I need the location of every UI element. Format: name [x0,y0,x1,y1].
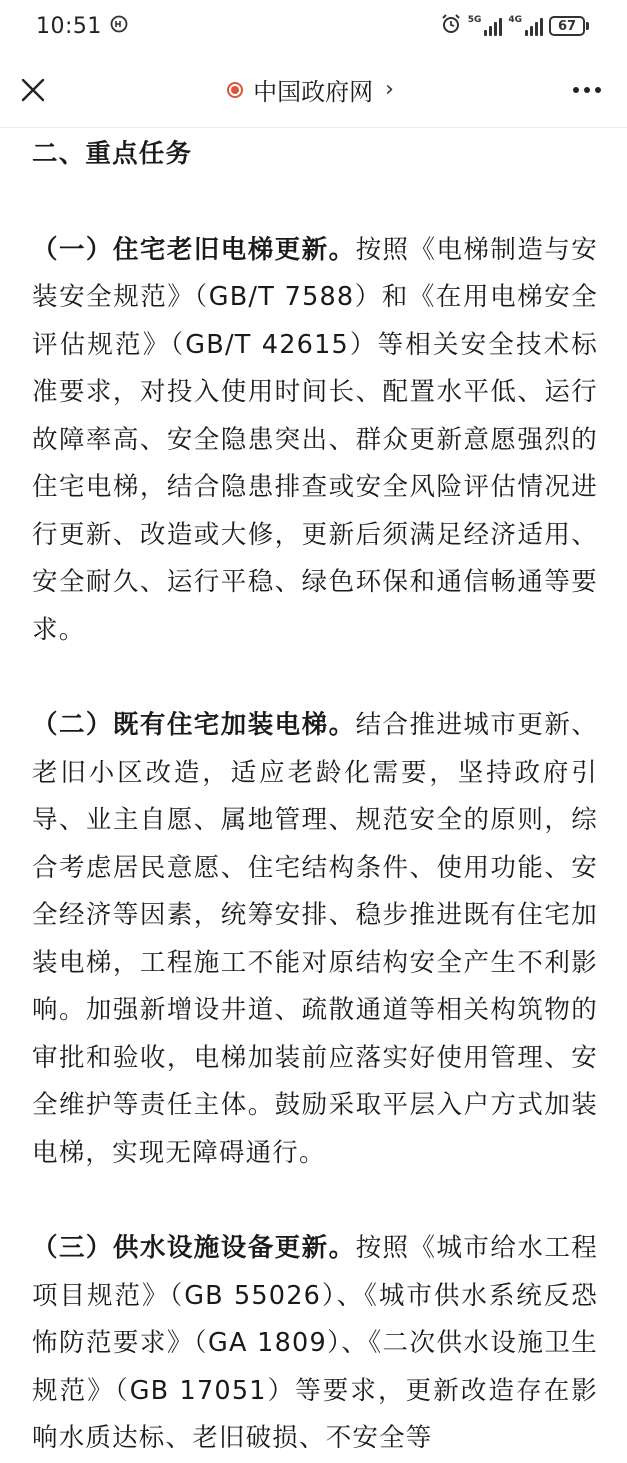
battery-level: 67 [549,16,585,36]
battery-icon [549,16,589,36]
more-dot-icon [584,87,590,93]
site-title-link[interactable] [227,72,394,107]
nav-bar [0,52,627,128]
site-name: 中国政府网 [253,78,374,106]
paragraph-water-supply [32,1225,598,1463]
close-button[interactable] [18,75,48,105]
more-dot-icon [595,87,601,93]
paragraph-lead: （二）既有住宅加装电梯。 [32,710,356,740]
signal-4g-icon [508,16,543,36]
network-label-4g: 4G [508,15,522,25]
paragraph-elevator-renewal [32,227,598,655]
alarm-icon [440,13,462,39]
close-icon [20,77,46,103]
article-body [32,128,598,1463]
paragraph-elevator-installation [32,702,598,1177]
paragraph-lead: （三）供水设施设备更新。 [32,1233,356,1263]
paragraph-lead: （一）住宅老旧电梯更新。 [32,234,356,265]
section-heading: 二、重点任务 [32,139,193,169]
chevron-right-icon: › [385,77,394,102]
status-bar [0,0,627,52]
status-right [440,13,589,39]
paragraph-text: 按照《城市给水工程项目规范》（GB 55026）、《城市供水系统反恐怖防范要求》（GA 1809）、《二次供水设施卫生规范》（GB 17051）等要求，更新改造存在影响水质达标、老旧破损、不安全等 [32,1233,598,1453]
status-left [36,14,128,39]
paragraph-text: 按照《电梯制造与安装安全规范》（GB/T 7588）和《在用电梯安全评估规范》（GB/T 42615）等相关安全技术标准要求，对投入使用时间长、配置水平低、运行故障率高、安全隐患突出、群众更新意愿强烈的住宅电梯，结合隐患排查或安全风险评估情况进行更新、改造或大修，更新后须满足经济适用、安全耐久、运行平稳、绿色环保和通信畅通等要求。 [32,234,598,645]
site-logo-icon [227,82,243,98]
network-label-5g: 5G [467,15,482,25]
more-dot-icon [573,87,579,93]
hd-call-icon [110,15,128,37]
clock: 10:51 [36,13,102,39]
signal-5g-icon [468,16,503,36]
more-options-button[interactable] [573,81,601,99]
paragraph-text: 结合推进城市更新、老旧小区改造，适应老龄化需要，坚持政府引导、业主自愿、属地管理、规范安全的原则，综合考虑居民意愿、住宅结构条件、使用功能、安全经济等因素，统筹安排、稳步推进既有住宅加装电梯，工程施工不能对原结构安全产生不利影响。加强新增设井道、疏散通道等相关构筑物的审批和验收，电梯加装前应落实好使用管理、安全维护等责任主体。鼓励采取平层入户方式加装电梯，实现无障碍通行。 [32,710,598,1168]
